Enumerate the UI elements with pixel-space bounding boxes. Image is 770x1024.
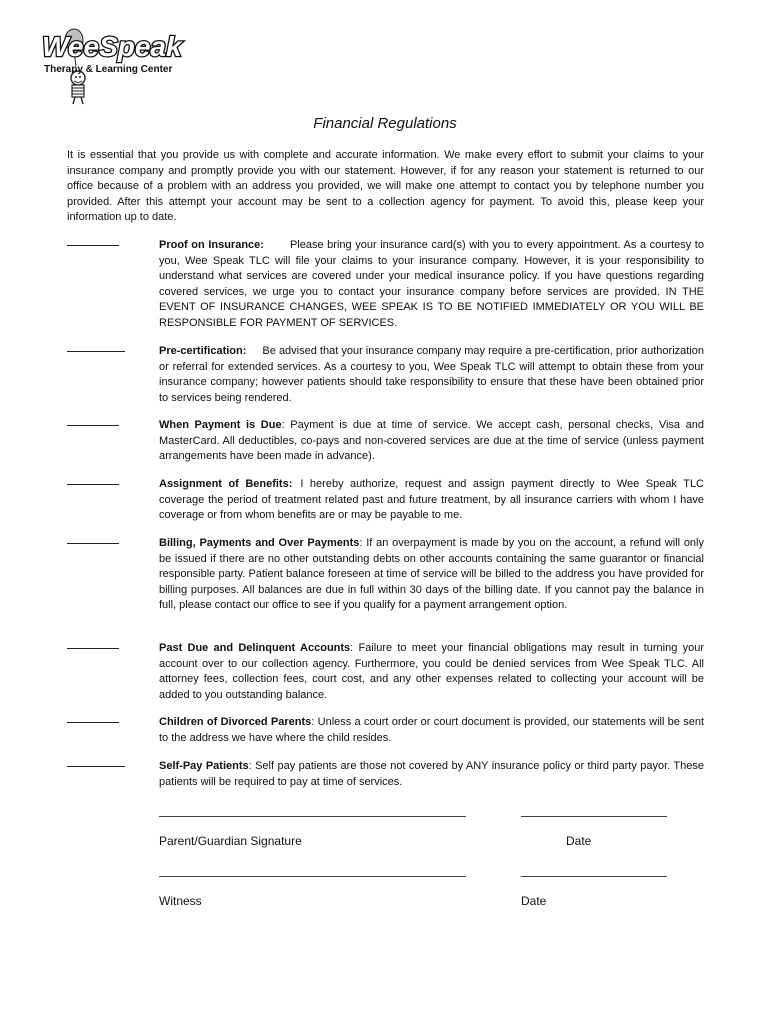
section-text: : Failure to meet your financial obligations may result in turning your account over to our collection agency. Furthermore, you could be denied services from Wee Speak TLC. All attorney fees, collection fees, court cost, and any other expenses related to collecting your account will be added to you outstanding balance. xyxy=(159,642,704,701)
section-heading: Self-Pay Patients xyxy=(159,760,249,772)
parent-signature-label: Parent/Guardian Signature xyxy=(159,834,302,848)
date-label-2: Date xyxy=(521,894,547,908)
initials-line[interactable] xyxy=(67,766,125,767)
document-title: Financial Regulations xyxy=(313,115,457,132)
initials-line[interactable] xyxy=(67,245,119,246)
parent-signature-line[interactable] xyxy=(159,816,466,817)
section-heading: Children of Divorced Parents xyxy=(159,716,312,728)
section-heading: When Payment is Due xyxy=(159,419,282,431)
section-text: : If an overpayment is made by you on the account, a refund will only be issued if there are no other outstanding debts on other accounts containing the same guarantor or financial responsible party. Patient balance foreseen at time of service will be billed to the address you have provided for billing purposes. All balances are due in full within 30 days of the billing date. If you cannot pay the balance in full, please contact our office to see if you qualify for a payment arrangement option. xyxy=(159,537,704,612)
initials-line[interactable] xyxy=(67,351,125,352)
initials-line[interactable] xyxy=(67,722,119,723)
section-text: : Unless a court order or court document is provided, our statements will be sent to the address we have where the child resides. xyxy=(159,716,704,744)
section-text: Please bring your insurance card(s) with you to every appointment. As a courtesy to you, Wee Speak TLC will file your claims to your insurance company. However, it is your responsibility to understand what services are covered under your medical insurance policy. If you have questions regarding covered services, we urge you to contact your insurance company before services are provided. IN THE EVENT OF INSURANCE CHANGES, WEE SPEAK IS TO BE NOTIFIED IMMEDIATELY OR YOU WILL BE RESPONSIBLE FOR PAYMENT OF SERVICES. xyxy=(159,239,704,329)
initials-line[interactable] xyxy=(67,484,119,485)
section-text: : Self pay patients are those not covered by ANY insurance policy or third party payor. These patients will be required to pay at time of services. xyxy=(159,760,704,788)
date-label-1: Date xyxy=(566,834,592,848)
witness-signature-line[interactable] xyxy=(159,876,466,877)
date-line-1[interactable] xyxy=(521,816,667,817)
logo-tagline: Therapy & Learning Center xyxy=(44,64,173,75)
logo-wordmark: WeeSpeak xyxy=(42,31,182,62)
initials-line[interactable] xyxy=(67,648,119,649)
section-heading: Assignment of Benefits: xyxy=(159,478,293,490)
intro-paragraph: It is essential that you provide us with complete and accurate information. We make every effort to submit your claims to your insurance company and promptly provide you with our statement. However, if for any reason your statement is returned to our office because of a problem with an address you provided, we will make one attempt to contact you by telephone number you provided. After this attempt your account may be sent to a collection agency for payment. To avoid this, please keep your information up to date. xyxy=(67,149,704,224)
date-line-2[interactable] xyxy=(521,876,667,877)
section-heading: Pre-certification: xyxy=(159,345,247,357)
initials-line[interactable] xyxy=(67,543,119,544)
section-text: : Payment is due at time of service. We accept cash, personal checks, Visa and MasterCard. All deductibles, co-pays and non-covered services are due at the time of service (unless payment arrangements have been made in advance). xyxy=(159,419,704,463)
section-heading: Proof on Insurance: xyxy=(159,239,264,251)
section-text: I hereby authorize, request and assign payment directly to Wee Speak TLC coverage the period of treatment related past and future treatment, by all insurance carriers with whom I have coverage or from whom benefits are or may be payable to me. xyxy=(159,478,705,522)
initials-line[interactable] xyxy=(67,425,119,426)
section-text: Be advised that your insurance company may require a pre-certification, prior authorization or referral for extended services. As a courtesy to you, Wee Speak TLC will attempt to obtain these from your insurance company; however patients should take responsibility to ensure that these have been obtained prior to services being rendered. xyxy=(159,345,704,404)
section-heading: Past Due and Delinquent Accounts xyxy=(159,642,351,654)
witness-label: Witness xyxy=(159,894,202,908)
wee-speak-logo xyxy=(38,22,214,108)
section-heading: Billing, Payments and Over Payments xyxy=(159,537,360,549)
